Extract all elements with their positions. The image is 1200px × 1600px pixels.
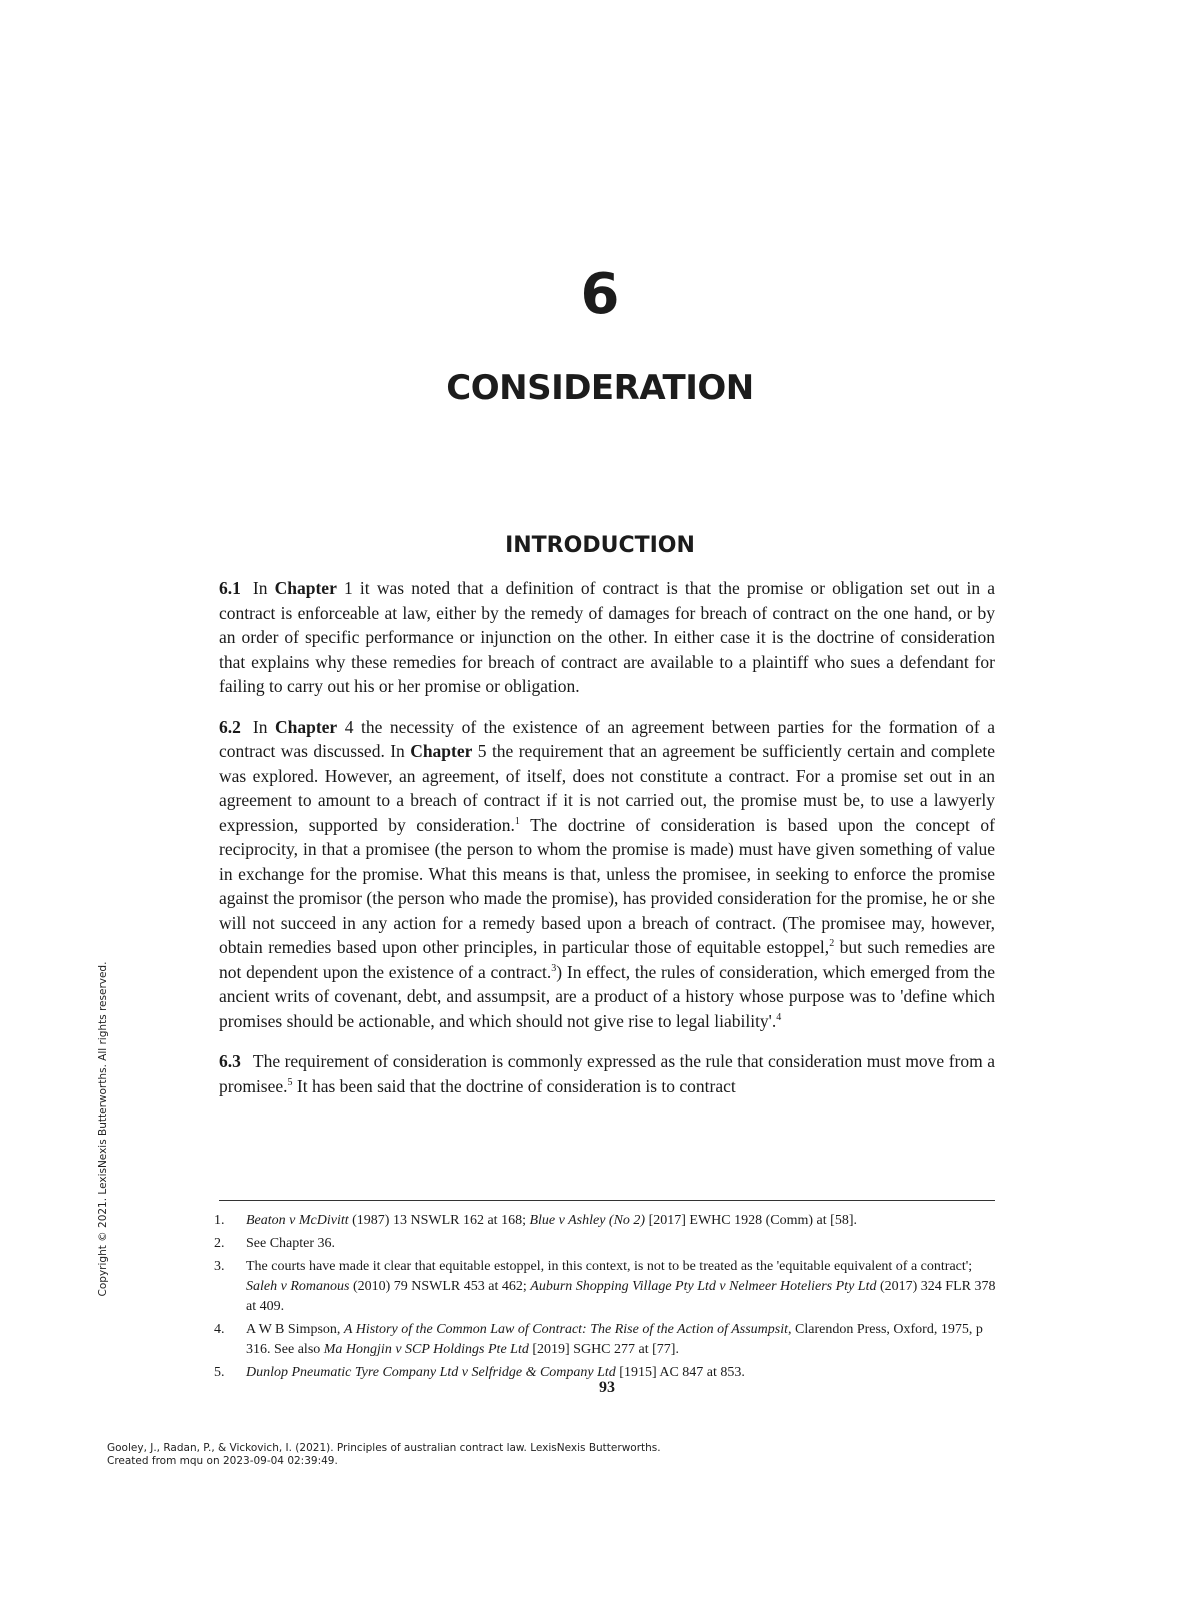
- paragraph-number: 6.3: [219, 1051, 241, 1071]
- text-run: [2017] EWHC 1928 (Comm) at [58].: [645, 1213, 857, 1228]
- text-run: Chapter: [274, 716, 338, 737]
- footnote-ref: 1: [514, 815, 520, 827]
- text-run: A History of the Common Law of Contract: The Rise of the Action of Assumpsit: [343, 1322, 789, 1337]
- text-run: Dunlop Pneumatic Tyre Company Ltd v Selfridge & Company Ltd: [246, 1365, 616, 1380]
- citation-footer: [107, 1442, 661, 1468]
- text-run: A W B Simpson,: [246, 1322, 344, 1337]
- text-run: Saleh v Romanous: [246, 1279, 350, 1294]
- text-run: 1 it was noted that a definition of contract is that the promise or obligation set out in a contract is enforceable at law, either by the remedy of damages for breach of contract on the one hand, or by an order of specific performance or injunction on the other. In either case it is the doctrine of consideration that explains why these remedies for breach of contract are available to a plaintiff who sues a defendant for failing to carry out his or her promise or obligation.: [219, 578, 995, 696]
- paragraph-number: 6.1: [219, 578, 241, 598]
- footnote-text: [246, 1211, 996, 1231]
- footnote-ref: 3: [551, 962, 557, 974]
- footnote: [214, 1234, 996, 1254]
- copyright-notice: Copyright © 2021. LexisNexis Butterworths. All rights reserved.: [97, 961, 109, 1297]
- footnote-text: [246, 1257, 996, 1317]
- text-run: (2010) 79 NSWLR 453 at 462;: [349, 1279, 531, 1294]
- footnote-ref: 5: [287, 1076, 293, 1088]
- paragraph-number: 6.2: [219, 716, 241, 737]
- footnotes-list: [214, 1211, 996, 1386]
- footnote-number: 5.: [214, 1365, 225, 1380]
- text-run: 4 the necessity of the existence of an agreement between parties for the formation of a contract was discussed. In: [219, 716, 996, 761]
- text-run: Ma Hongjin v SCP Holdings Pte Ltd: [323, 1342, 529, 1357]
- paragraph-text: [219, 717, 995, 1031]
- footnote: [214, 1320, 996, 1360]
- footnote-text: [246, 1234, 996, 1254]
- footnote-number: 4.: [214, 1322, 225, 1337]
- text-run: It has been said that the doctrine of consideration is to contract: [292, 1075, 736, 1096]
- text-run: Auburn Shopping Village Pty Ltd v Nelmeer Hoteliers Pty Ltd: [530, 1279, 877, 1294]
- paragraph: [219, 576, 995, 699]
- page-number: 93: [599, 1379, 615, 1396]
- footnote-number: 2.: [214, 1236, 225, 1251]
- footnote-ref: 2: [829, 938, 835, 950]
- footnote-number: 3.: [214, 1259, 225, 1274]
- text-run: Chapter: [410, 741, 473, 761]
- chapter-title: CONSIDERATION: [446, 368, 754, 408]
- text-run: In: [252, 578, 275, 598]
- text-run: Chapter: [274, 578, 337, 598]
- footnote-number: 1.: [214, 1213, 225, 1228]
- body-text: [219, 576, 995, 1114]
- footnote-text: [246, 1320, 996, 1360]
- chapter-number: 6: [580, 262, 620, 327]
- text-run: The doctrine of consideration is based upon the concept of reciprocity, in that a promisee (the person to whom the promise is made) must have given something of value in exchange for the promise. What this means is that, unless the promisee, in seeking to enforce the promise against the promisor (the person who made the promise), has provided consideration for the promise, he or she will not succeed in any action for a remedy based upon a breach of contract. (The promisee may, however, obtain remedies based upon other principles, in particular those of equitable estoppel,: [219, 814, 995, 957]
- paragraph: [219, 715, 995, 1034]
- text-run: See Chapter 36.: [246, 1236, 336, 1251]
- section-heading: INTRODUCTION: [505, 533, 695, 558]
- text-run: The courts have made it clear that equitable estoppel, in this context, is not to be treated as the 'equitable equivalent of a contract';: [246, 1259, 973, 1274]
- text-run: Beaton v McDivitt: [246, 1213, 349, 1228]
- text-run: Blue v Ashley (No 2): [529, 1213, 646, 1228]
- text-run: [1915] AC 847 at 853.: [615, 1365, 745, 1380]
- citation-line: Gooley, J., Radan, P., & Vickovich, I. (2021). Principles of australian contract law. LexisNexis Butterworths.: [107, 1442, 661, 1454]
- footnote: [214, 1211, 996, 1231]
- footnote: [214, 1257, 996, 1317]
- paragraph-text: [219, 578, 995, 696]
- text-run: ) In effect, the rules of consideration, which emerged from the ancient writs of covenant, debt, and assumpsit, are a product of a history whose purpose was to 'define which promises should be actionable, and which should not give rise to legal liability'.: [219, 961, 996, 1031]
- paragraph-text: [219, 1051, 995, 1096]
- text-run: (1987) 13 NSWLR 162 at 168;: [348, 1213, 530, 1228]
- paragraph: [219, 1049, 995, 1098]
- footnote-divider: [219, 1200, 995, 1201]
- text-run: 5 the requirement that an agreement be sufficiently certain and complete was explored. However, an agreement, of itself, does not constitute a contract. For a promise set out in an agreement to amount to a breach of contract if it is not carried out, the promise must be, to use a lawyerly expression, supported by consideration.: [219, 741, 995, 835]
- text-run: (2017) 324 FLR 378 at 409.: [246, 1279, 996, 1314]
- footnote-ref: 4: [776, 1011, 782, 1023]
- text-run: , Clarendon Press, Oxford, 1975, p 316. See also: [246, 1322, 983, 1357]
- text-run: [2019] SGHC 277 at [77].: [528, 1342, 679, 1357]
- created-line: Created from mqu on 2023-09-04 02:39:49.: [107, 1455, 338, 1467]
- text-run: but such remedies are not dependent upon the existence of a contract.: [219, 937, 995, 982]
- text-run: The requirement of consideration is commonly expressed as the rule that consideration must move from a promisee.: [219, 1051, 995, 1096]
- text-run: In: [252, 716, 275, 737]
